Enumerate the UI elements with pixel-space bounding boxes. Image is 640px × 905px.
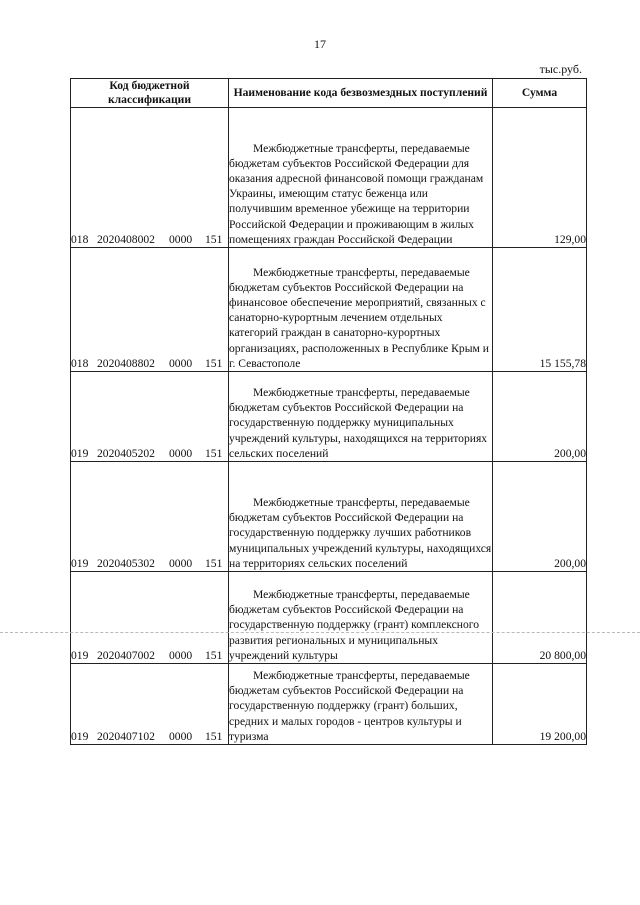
header-name: Наименование кода безвозмездных поступлений [229, 79, 493, 108]
admin-code: 019 [71, 648, 89, 662]
revenue-name: Межбюджетные трансферты, передаваемые бюджетам субъектов Российской Федерации для оказания адресной финансовой помощи гражданам Украины, имеющим статус беженца или получившим временное убежище на территории Российской Федерации и проживающим в жилых помещениях граждан Российской Федерации [229, 108, 493, 248]
amount-cell: 200,00 [493, 462, 587, 572]
code-cell [71, 462, 229, 572]
program-code: 0000 [169, 356, 193, 370]
kosgu-code: 151 [205, 648, 223, 662]
table-row [71, 664, 587, 745]
revenue-name: Межбюджетные трансферты, передаваемые бюджетам субъектов Российской Федерации на государственную поддержку лучших работников муниципальных учреждений культуры, находящихся на территориях сельских поселений [229, 462, 493, 572]
budget-code: 2020407002 [97, 648, 155, 662]
kosgu-code: 151 [205, 556, 223, 570]
amount-cell: 20 800,00 [493, 572, 587, 664]
budget-code: 2020407102 [97, 729, 155, 743]
program-code: 0000 [169, 556, 193, 570]
budget-code: 2020405302 [97, 556, 155, 570]
amount-cell: 200,00 [493, 372, 587, 462]
code-cell [71, 372, 229, 462]
amount-cell: 129,00 [493, 108, 587, 248]
scan-fold-line [0, 632, 640, 633]
program-code: 0000 [169, 648, 193, 662]
amount-cell: 19 200,00 [493, 664, 587, 745]
kosgu-code: 151 [205, 446, 223, 460]
table-row [71, 108, 587, 248]
kosgu-code: 151 [205, 729, 223, 743]
units-label: тыс.руб. [539, 62, 582, 76]
admin-code: 019 [71, 729, 89, 743]
revenue-name: Межбюджетные трансферты, передаваемые бюджетам субъектов Российской Федерации на государственную поддержку (грант) комплексного развития региональных и муниципальных учреждений культуры [229, 572, 493, 664]
header-code: Код бюджетной классификации [71, 79, 229, 108]
budget-code: 2020405202 [97, 446, 155, 460]
admin-code: 019 [71, 556, 89, 570]
program-code: 0000 [169, 446, 193, 460]
kosgu-code: 151 [205, 356, 223, 370]
amount-cell: 15 155,78 [493, 248, 587, 372]
admin-code: 018 [71, 232, 89, 246]
program-code: 0000 [169, 729, 193, 743]
table-row [71, 572, 587, 664]
revenue-name: Межбюджетные трансферты, передаваемые бюджетам субъектов Российской Федерации на государственную поддержку муниципальных учреждений культуры, находящихся на территориях сельских поселений [229, 372, 493, 462]
code-cell [71, 664, 229, 745]
kosgu-code: 151 [205, 232, 223, 246]
table-row [71, 372, 587, 462]
code-cell [71, 108, 229, 248]
budget-code: 2020408002 [97, 232, 155, 246]
table-row [71, 248, 587, 372]
revenue-name: Межбюджетные трансферты, передаваемые бюджетам субъектов Российской Федерации на государственную поддержку (грант) больших, средних и малых городов - центров культуры и туризма [229, 664, 493, 745]
admin-code: 019 [71, 446, 89, 460]
code-cell [71, 572, 229, 664]
program-code: 0000 [169, 232, 193, 246]
table-row [71, 462, 587, 572]
admin-code: 018 [71, 356, 89, 370]
header-amount: Сумма [493, 79, 587, 108]
page-number: 17 [314, 37, 326, 51]
revenue-name: Межбюджетные трансферты, передаваемые бюджетам субъектов Российской Федерации на финансовое обеспечение мероприятий, связанных с санаторно-курортным лечением отдельных категорий граждан в санаторно-курортных организациях, расположенных в Республике Крым и г. Севастополе [229, 248, 493, 372]
table-header-row [71, 79, 587, 108]
code-cell [71, 248, 229, 372]
budget-table [70, 78, 587, 745]
budget-code: 2020408802 [97, 356, 155, 370]
